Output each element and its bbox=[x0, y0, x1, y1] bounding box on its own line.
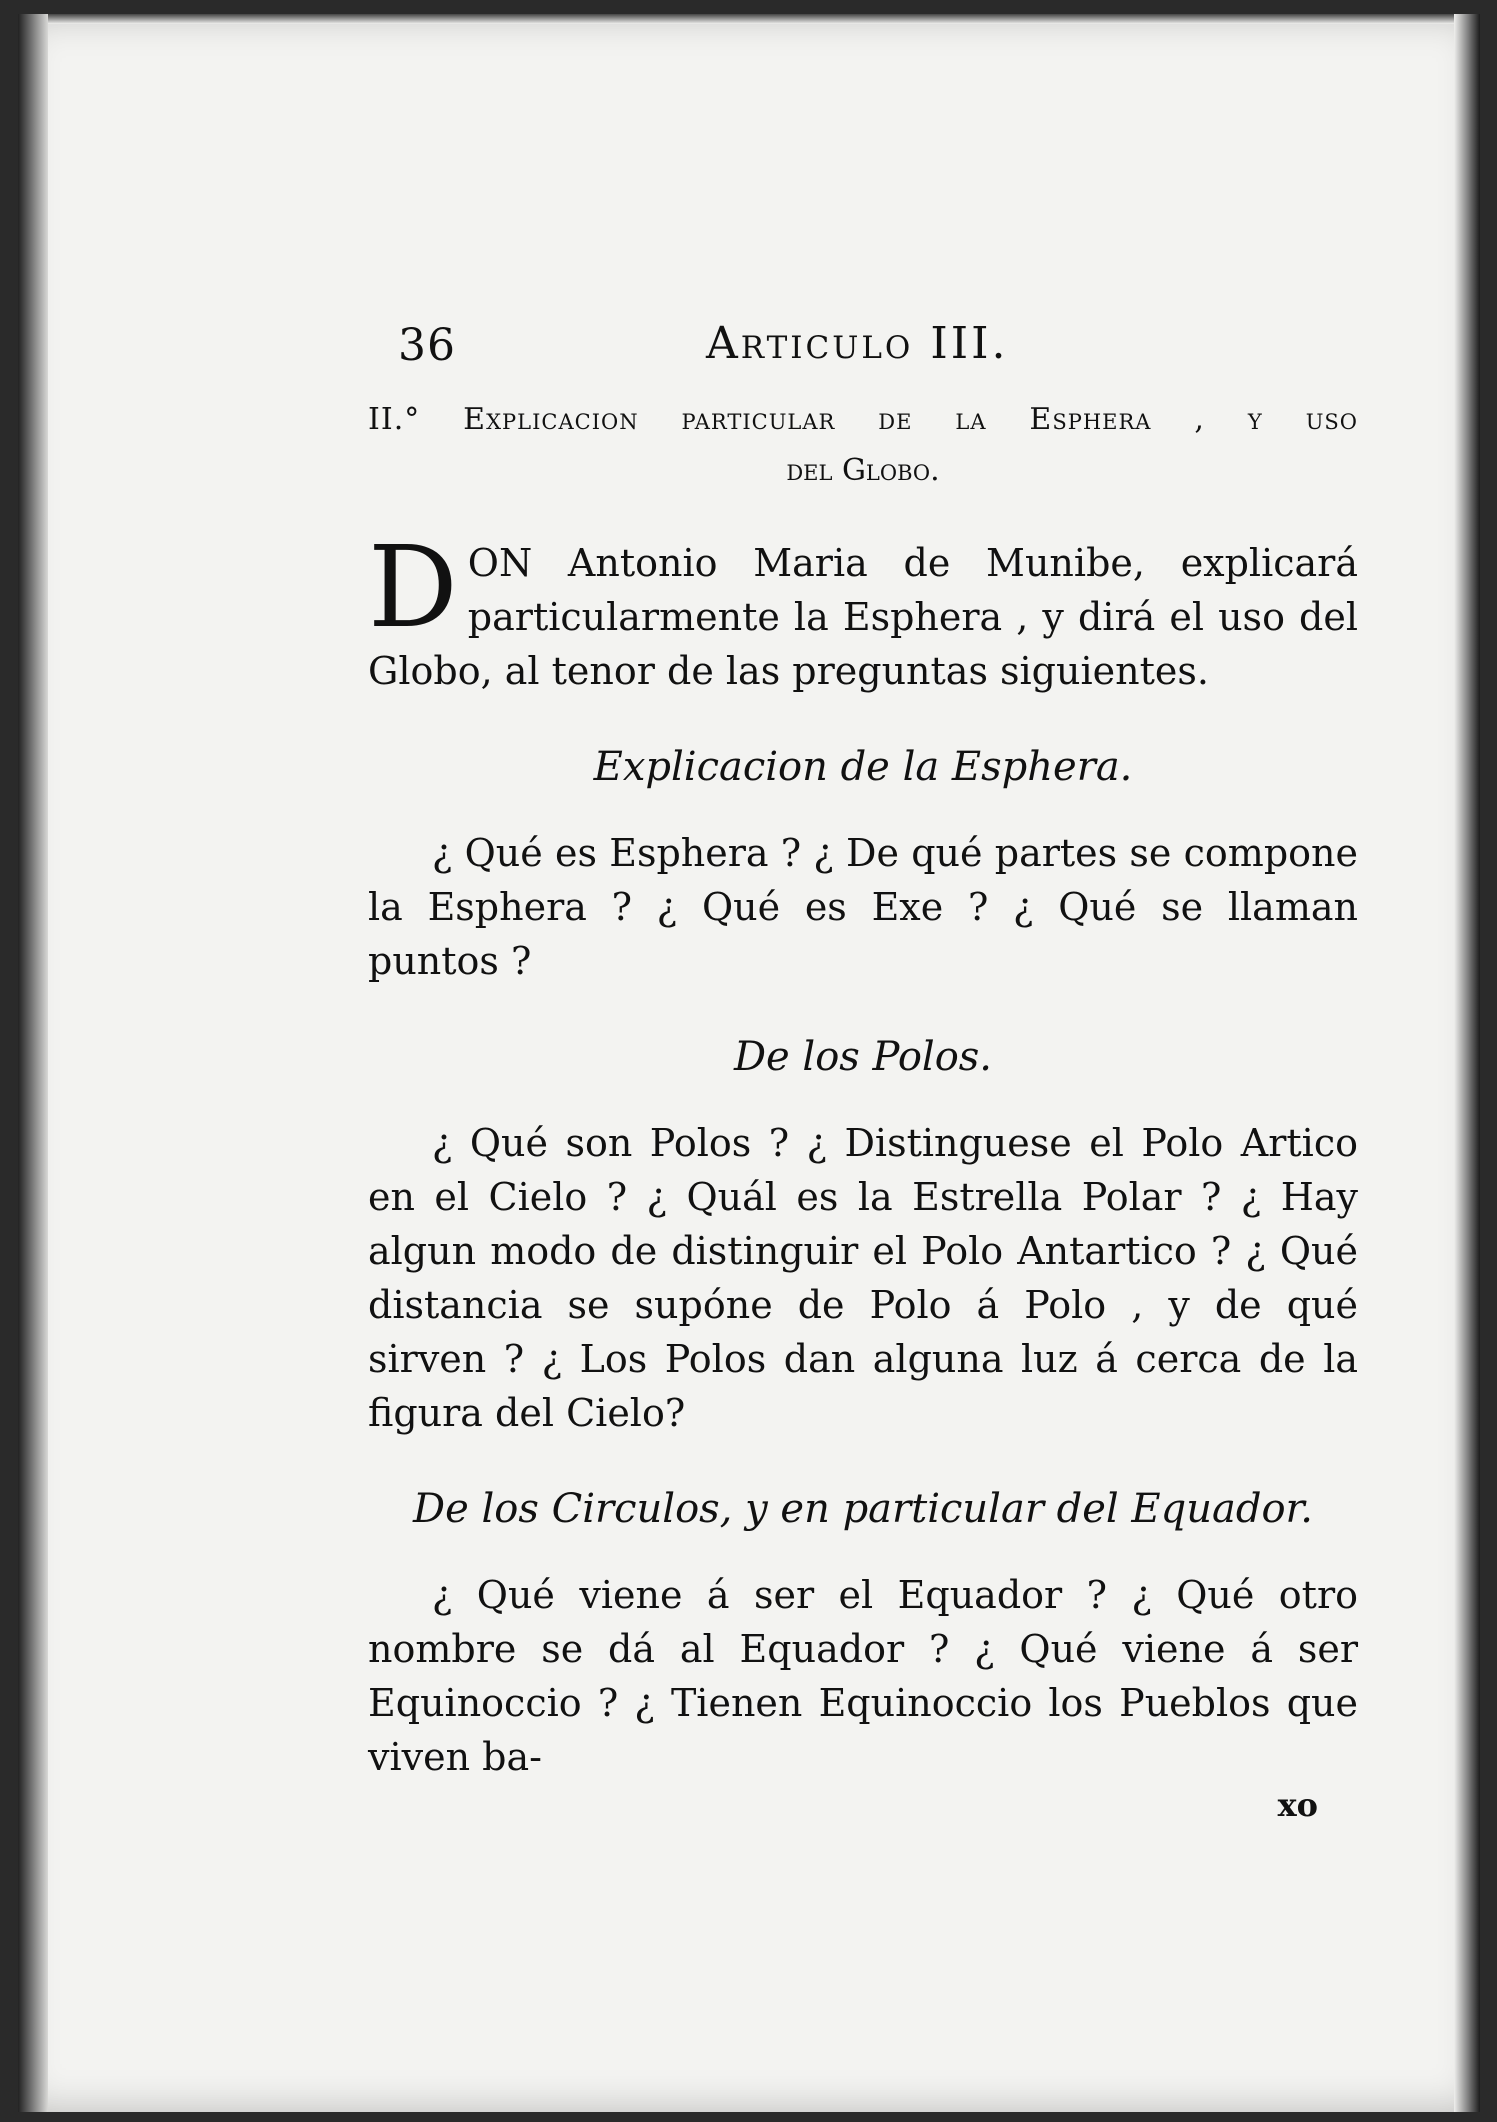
drop-cap: D bbox=[368, 523, 458, 653]
book-page bbox=[18, 14, 1480, 2112]
questions-esphera: ¿ Qué es Esphera ? ¿ De qué partes se compone la Esphera ? ¿ Qué es Exe ? ¿ Qué se llaman puntos ? bbox=[368, 831, 1358, 983]
page-gutter-shadow bbox=[18, 14, 48, 2112]
subheading-polos: De los Polos. bbox=[733, 1034, 993, 1080]
intro-text: Antonio Maria de Munibe, explicará particularmente la Esphera , y dirá el uso del Globo, al tenor de las preguntas siguientes. bbox=[368, 541, 1358, 693]
page-header bbox=[368, 304, 1358, 374]
text-block bbox=[368, 304, 1358, 1824]
subheading-circulos: De los Circulos, y en particular del Equador. bbox=[413, 1486, 1313, 1532]
section-title-continued: del Globo. bbox=[786, 453, 940, 488]
catchword: xo bbox=[1277, 1786, 1318, 1824]
section-title: II.° Explicacion particular de la Esphera , y uso bbox=[368, 402, 1358, 437]
subheading-esphera: Explicacion de la Esphera. bbox=[593, 744, 1133, 790]
running-head: Articulo III. bbox=[706, 318, 1009, 369]
page-right-edge bbox=[1454, 14, 1480, 2112]
intro-first-word: ON bbox=[467, 541, 533, 585]
page-number: 36 bbox=[398, 320, 456, 371]
page-top-edge bbox=[18, 14, 1480, 24]
questions-circulos: ¿ Qué viene á ser el Equador ? ¿ Qué otro nombre se dá al Equador ? ¿ Qué viene á ser Equinoccio ? ¿ Tienen Equinoccio los Pueblos que viven ba- bbox=[368, 1573, 1358, 1779]
intro-paragraph bbox=[368, 523, 1358, 698]
questions-polos: ¿ Qué son Polos ? ¿ Distinguese el Polo Artico en el Cielo ? ¿ Quál es la Estrella Polar ? ¿ Hay algun modo de distinguir el Polo Antartico ? ¿ Qué distancia se supóne de Polo á Polo , y de qué sirven ? ¿ Los Polos dan alguna luz á cerca de la figura del Cielo? bbox=[368, 1121, 1358, 1435]
